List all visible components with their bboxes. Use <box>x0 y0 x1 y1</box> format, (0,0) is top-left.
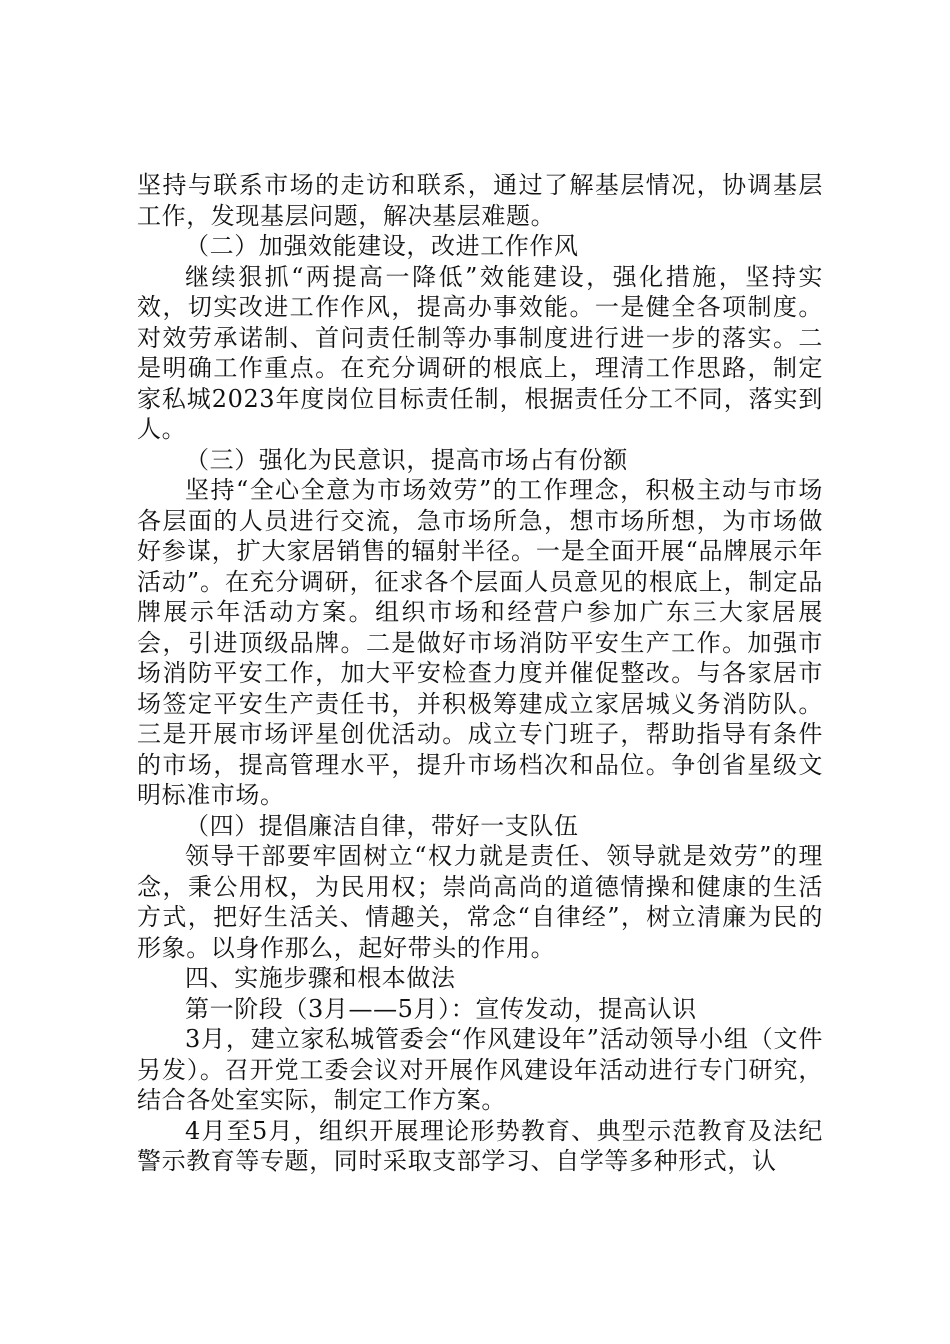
document-body <box>137 170 823 1177</box>
paragraph-april-may: 4月至5月，组织开展理论形势教育、典型示范教育及法纪警示教育等专题，同时采取支部学习、自学等多种形式，认 <box>137 1116 823 1175</box>
section-heading-4: （四）提倡廉洁自律，带好一支队伍 <box>185 811 579 840</box>
paragraph-3: 坚持“全心全意为市场效劳”的工作理念，积极主动与市场各层面的人员进行交流，急市场所急，想市场所想，为市场做好参谋，扩大家居销售的辐射半径。一是全面开展“品牌展示年活动”。在充分调研，征求各个层面人员意见的根底上，制定品牌展示年活动方案。组织市场和经营户参加广东三大家居展会，引进顶级品牌。二是做好市场消防平安生产工作。加强市场消防平安工作，加大平安检查力度并催促整改。与各家居市场签定平安生产责任书，并积极筹建成立家居城义务消防队。三是开展市场评星创优活动。成立专门班子，帮助指导有条件的市场，提高管理水平，提升市场档次和品位。争创省星级文明标准市场。 <box>137 476 823 809</box>
section-heading-2: （二）加强效能建设，改进工作作风 <box>185 232 579 260</box>
chapter-heading-4: 四、实施步骤和根本做法 <box>185 964 456 992</box>
phase-heading-1: 第一阶段（3月——5月）：宣传发动，提高认识 <box>185 994 697 1023</box>
paragraph-1: 坚持与联系市场的走访和联系，通过了解基层情况，协调基层工作，发现基层问题，解决基层难题。 <box>137 171 823 230</box>
section-heading-3: （三）强化为民意识，提高市场占有份额 <box>185 445 628 474</box>
paragraph-2: 继续狠抓“两提高一降低”效能建设，强化措施，坚持实效，切实改进工作作风，提高办事效能。一是健全各项制度。对效劳承诺制、首问责任制等办事制度进行进一步的落实。二是明确工作重点。在充分调研的根底上，理清工作思路，制定家私城2023年度岗位目标责任制，根据责任分工不同，落实到人。 <box>137 262 823 443</box>
paragraph-march: 3月，建立家私城管委会“作风建设年”活动领导小组（文件另发）。召开党工委会议对开展作风建设年活动进行专门研究，结合各处室实际，制定工作方案。 <box>137 1025 823 1114</box>
paragraph-4: 领导干部要牢固树立“权力就是责任、领导就是效劳”的理念，秉公用权，为民用权；崇尚高尚的道德情操和健康的生活方式，把好生活关、情趣关，常念“自律经”，树立清廉为民的形象。以身作那么，起好带头的作用。 <box>137 842 823 962</box>
